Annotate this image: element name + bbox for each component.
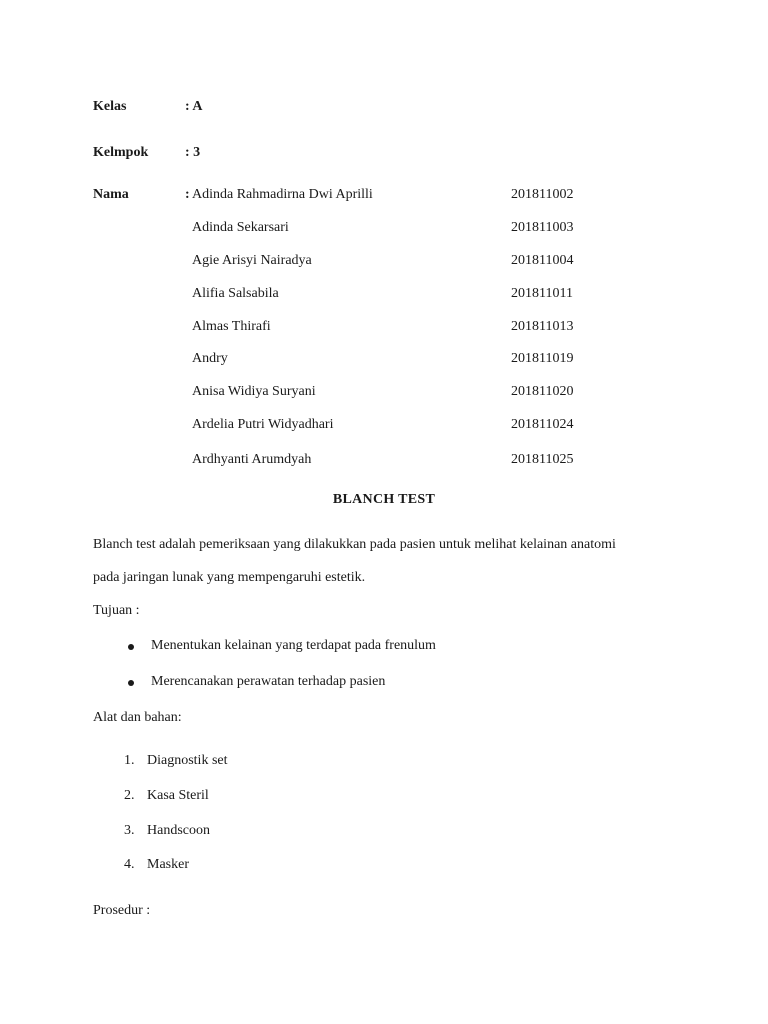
tujuan-item: Menentukan kelainan yang terdapat pada frenulum	[151, 638, 436, 653]
document-title: BLANCH TEST	[332, 492, 436, 507]
member-nim: 201811025	[511, 452, 574, 467]
member-name: Ardelia Putri Widyadhari	[192, 417, 334, 432]
member-name: Almas Thirafi	[192, 319, 271, 334]
kelas-label: Kelas	[93, 99, 127, 114]
bullet-icon	[128, 644, 134, 650]
member-nim: 201811013	[511, 319, 574, 334]
alat-item-text: Diagnostik set	[147, 753, 228, 768]
tujuan-item: Merencanakan perawatan terhadap pasien	[151, 674, 386, 689]
member-nim: 201811011	[511, 286, 573, 301]
alat-item-text: Handscoon	[147, 823, 210, 838]
nama-label: Nama	[93, 187, 129, 202]
intro-line-2: pada jaringan lunak yang mempengaruhi estetik.	[93, 570, 366, 585]
prosedur-label: Prosedur :	[93, 903, 151, 918]
member-name: Anisa Widiya Suryani	[192, 384, 316, 399]
member-name: Andry	[192, 351, 228, 366]
alat-item-number: 3.	[124, 823, 135, 838]
member-nim: 201811020	[511, 384, 574, 399]
intro-line-1: Blanch test adalah pemeriksaan yang dilakukkan pada pasien untuk melihat kelainan anatomi	[93, 537, 616, 552]
member-name: Ardhyanti Arumdyah	[192, 452, 312, 467]
member-nim: 201811024	[511, 417, 574, 432]
alat-item-text: Masker	[147, 857, 189, 872]
member-nim: 201811003	[511, 220, 574, 235]
nama-colon: :	[185, 187, 190, 202]
tujuan-label: Tujuan :	[93, 603, 140, 618]
kelompok-label: Kelmpok	[93, 145, 149, 160]
bullet-icon	[128, 680, 134, 686]
alat-item-number: 2.	[124, 788, 135, 803]
member-nim: 201811019	[511, 351, 574, 366]
alat-item-number: 4.	[124, 857, 135, 872]
kelompok-value: : 3	[185, 145, 201, 160]
alat-item-text: Kasa Steril	[147, 788, 209, 803]
member-nim: 201811002	[511, 187, 574, 202]
alat-item-number: 1.	[124, 753, 135, 768]
alat-label: Alat dan bahan:	[93, 710, 182, 725]
member-name: Adinda Sekarsari	[192, 220, 289, 235]
kelas-value: : A	[185, 99, 203, 114]
member-name: Alifia Salsabila	[192, 286, 279, 301]
member-name: Adinda Rahmadirna Dwi Aprilli	[192, 187, 373, 202]
member-name: Agie Arisyi Nairadya	[192, 253, 312, 268]
member-nim: 201811004	[511, 253, 574, 268]
